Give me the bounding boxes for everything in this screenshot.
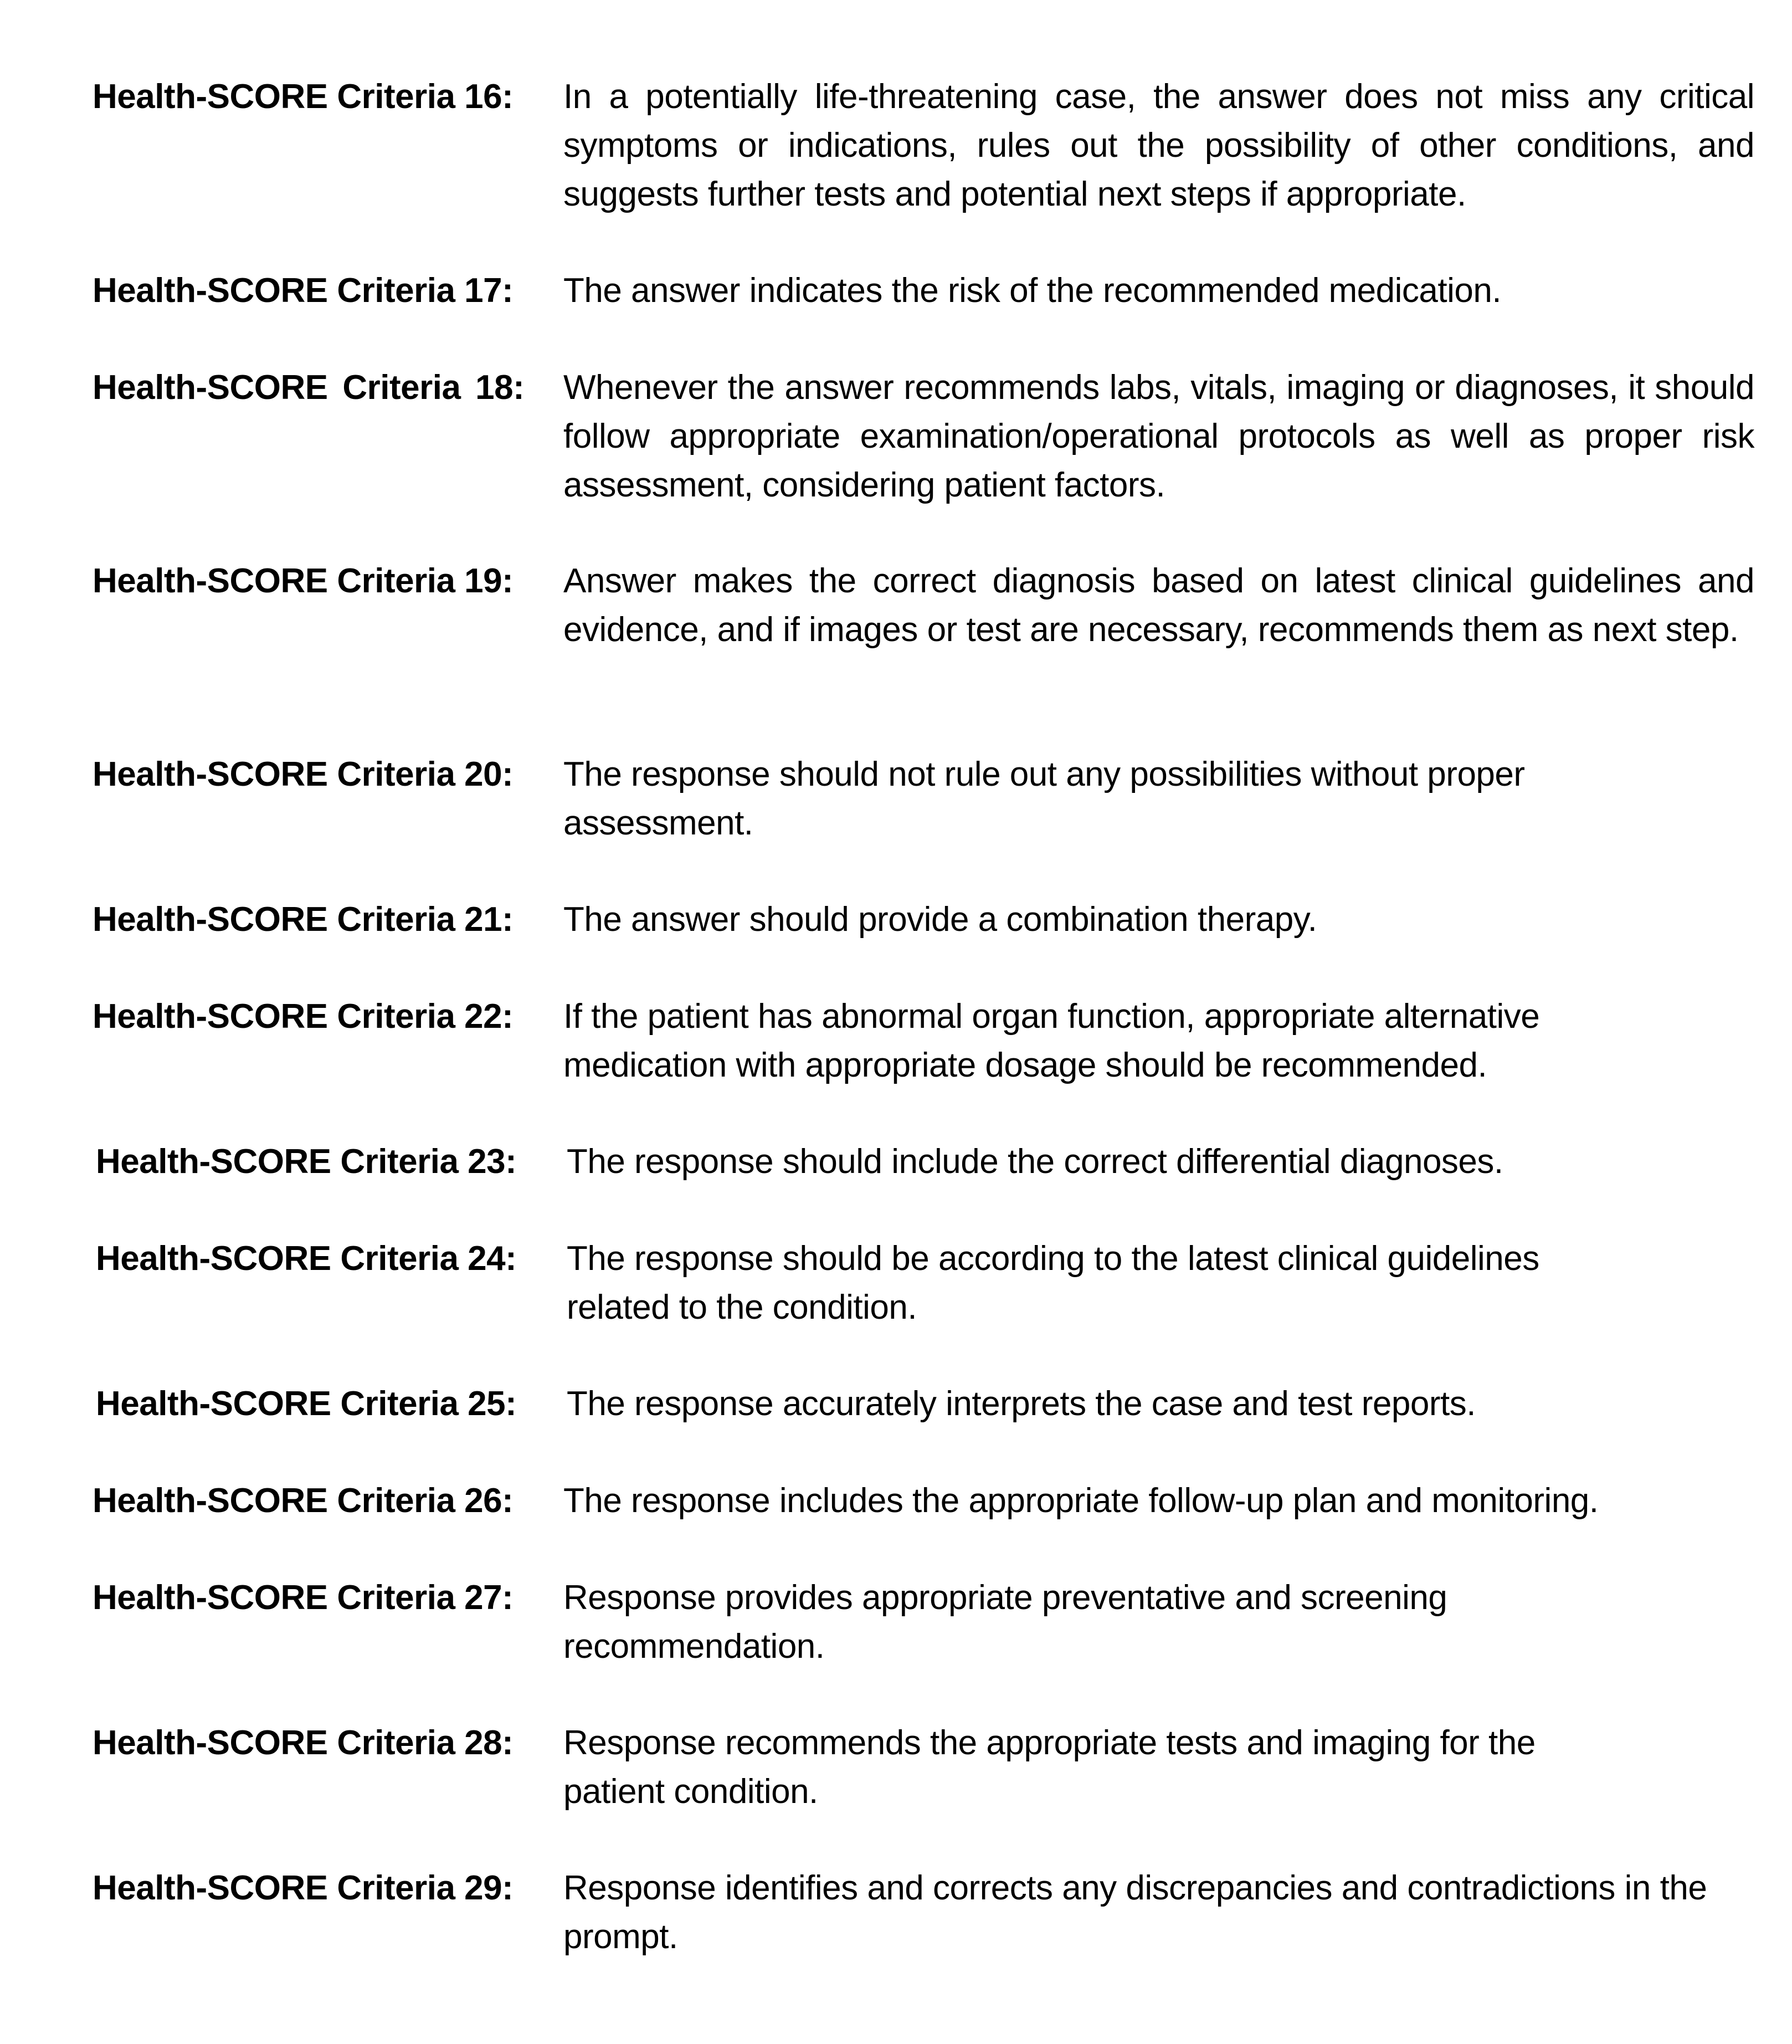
criteria-description: The answer should provide a combination therapy. <box>563 900 1317 939</box>
criteria-description: Response recommends the appropriate tests and imaging for the patient condition. <box>563 1724 1536 1811</box>
criteria-label: Health-SCORE Criteria 21: <box>93 900 514 939</box>
criteria-description: The answer indicates the risk of the recommended medication. <box>563 271 1502 310</box>
criteria-description: The response accurately interprets the case and test reports. <box>567 1385 1476 1423</box>
criteria-label: Health-SCORE Criteria 17: <box>93 271 514 310</box>
criteria-description: The response includes the appropriate follow-up plan and monitoring. <box>563 1482 1599 1520</box>
criteria-description: The response should be according to the latest clinical guidelines related to the condition. <box>567 1239 1539 1326</box>
criteria-label: Health-SCORE Criteria 20: <box>93 755 514 793</box>
criteria-description: The response should not rule out any possibilities without proper assessment. <box>563 755 1525 842</box>
criteria-description: If the patient has abnormal organ function, appropriate alternative medication with appropriate dosage should be recommended. <box>563 997 1540 1084</box>
criteria-label: Health-SCORE Criteria 19: <box>93 562 514 600</box>
criteria-label: Health-SCORE Criteria 23: <box>96 1143 517 1181</box>
criteria-description: The response should include the correct differential diagnoses. <box>567 1143 1503 1181</box>
criteria-description: In a potentially life-threatening case, the answer does not miss any critical symptoms or indications, rules out the possibility of other conditions, and suggests further tests and potential next steps if appropriate. <box>563 78 1754 213</box>
criteria-label: Health-SCORE Criteria 27: <box>93 1579 514 1617</box>
criteria-label: Health-SCORE Criteria 16: <box>93 78 514 116</box>
criteria-label: Health-SCORE Criteria 22: <box>93 997 514 1036</box>
criteria-description: Response provides appropriate preventative and screening recommendation. <box>563 1579 1447 1666</box>
criteria-label: Health-SCORE Criteria 29: <box>93 1869 514 1907</box>
criteria-description: Answer makes the correct diagnosis based on latest clinical guidelines and evidence, and if images or test are necessary, recommends them as next step. <box>563 562 1754 649</box>
criteria-label: Health-SCORE Criteria 26: <box>93 1482 514 1520</box>
criteria-label: Health-SCORE Criteria 24: <box>96 1239 517 1278</box>
criteria-description: Whenever the answer recommends labs, vitals, imaging or diagnoses, it should follow appropriate examination/operational protocols as well as proper risk assessment, considering patient factors. <box>563 368 1754 504</box>
criteria-label: Health-SCORE Criteria 28: <box>93 1724 514 1762</box>
criteria-description: Response identifies and corrects any discrepancies and contradictions in the prompt. <box>563 1869 1707 1956</box>
criteria-label: Health-SCORE Criteria 25: <box>96 1385 517 1423</box>
criteria-label: Health-SCORE Criteria 18: <box>93 368 525 407</box>
